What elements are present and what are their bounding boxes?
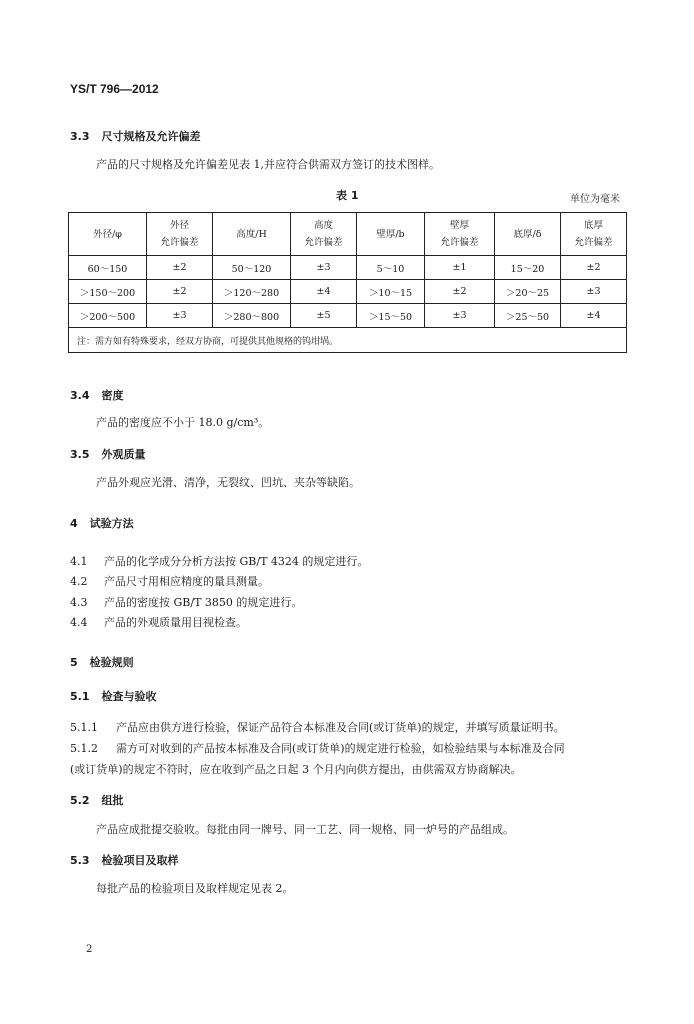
table-cell: ±2	[561, 256, 627, 280]
section-title: 检验项目及取样	[101, 854, 179, 867]
table-cell: ＞10～15	[357, 280, 425, 304]
section-title: 试验方法	[89, 517, 134, 530]
section-3-4-body: 产品的密度应不小于 18.0 g/cm³。	[96, 416, 270, 429]
page-number: 2	[86, 944, 93, 955]
table-cell: ±3	[291, 256, 357, 280]
section-5-2-body: 产品应成批提交验收。每批由同一牌号、同一工艺、同一规格、同一炉号的产品组成。	[96, 823, 514, 836]
table-cell: ±3	[425, 304, 495, 328]
header-wall-thickness-tolerance: 壁厚 允许偏差	[425, 213, 495, 256]
section-title: 密度	[101, 389, 124, 402]
header-height-tolerance: 高度 允许偏差	[291, 213, 357, 256]
table-note: 注：需方如有特殊要求，经双方协商，可提供其他规格的钨坩埚。	[69, 328, 627, 353]
paragraph-5-1-2: 5.1.2 需方可对收到的产品按本标准及合同(或订货单)的规定进行检验，如检验结果与本标准及合同	[70, 742, 565, 755]
section-number: 4	[70, 517, 78, 530]
section-number: 3.5	[70, 448, 90, 461]
section-title: 组批	[101, 794, 124, 807]
header-height: 高度/H	[213, 213, 291, 256]
section-number: 5.3	[70, 854, 90, 867]
table-cell: ±1	[425, 256, 495, 280]
section-3-3-body: 产品的尺寸规格及允许偏差见表 1,并应符合供需双方签订的技术图样。	[96, 158, 440, 171]
section-number: 3.3	[70, 130, 90, 143]
table-cell: ＞200～500	[69, 304, 147, 328]
table-cell: ±2	[425, 280, 495, 304]
table-cell: ±5	[291, 304, 357, 328]
table-cell: ＞150～200	[69, 280, 147, 304]
section-title: 外观质量	[101, 448, 146, 461]
table-cell: ±2	[147, 280, 213, 304]
section-number: 5.2	[70, 794, 90, 807]
table-cell: 5～10	[357, 256, 425, 280]
table-cell: 50～120	[213, 256, 291, 280]
table-cell: ＞20～25	[495, 280, 561, 304]
table-cell: ＞120～280	[213, 280, 291, 304]
header-outer-diameter-tolerance: 外径 允许偏差	[147, 213, 213, 256]
list-item: 4.3 产品的密度按 GB/T 3850 的规定进行。	[70, 596, 303, 609]
section-5-1-heading	[70, 688, 157, 704]
table-cell: ±4	[561, 304, 627, 328]
section-title: 检查与验收	[101, 690, 157, 703]
list-item: 4.4 产品的外观质量用目视检查。	[70, 616, 247, 629]
table-cell: ±2	[147, 256, 213, 280]
table-row	[69, 280, 627, 304]
table-unit: 单位为毫米	[570, 194, 620, 205]
header-wall-thickness: 壁厚/b	[357, 213, 425, 256]
section-3-4-heading	[70, 387, 124, 403]
section-4-heading	[70, 515, 134, 531]
header-outer-diameter: 外径/φ	[69, 213, 147, 256]
list-item: 4.2 产品尺寸用相应精度的量具测量。	[70, 575, 269, 588]
header-bottom-thickness: 底厚/δ	[495, 213, 561, 256]
dimension-table	[68, 212, 627, 353]
table-row	[69, 256, 627, 280]
section-3-5-body: 产品外观应光滑、清净，无裂纹、凹坑、夹杂等缺陷。	[96, 476, 360, 489]
table-cell: ＞280～800	[213, 304, 291, 328]
table-cell: 60～150	[69, 256, 147, 280]
section-number: 5.1	[70, 690, 90, 703]
table-cell: ±3	[561, 280, 627, 304]
table-cell: ±3	[147, 304, 213, 328]
table-cell: ＞25～50	[495, 304, 561, 328]
table-cell: ＞15～50	[357, 304, 425, 328]
header-bottom-thickness-tolerance: 底厚 允许偏差	[561, 213, 627, 256]
paragraph-5-1-2-continued: (或订货单)的规定不符时，应在收到产品之日起 3 个月内向供方提出，由供需双方协商解决。	[70, 763, 522, 776]
section-5-2-heading	[70, 792, 124, 808]
table-cell: ±4	[291, 280, 357, 304]
section-3-5-heading	[70, 446, 146, 462]
section-5-3-body: 每批产品的检验项目及取样规定见表 2。	[96, 882, 294, 895]
table-caption: 表 1	[336, 189, 359, 202]
table-note-row	[69, 328, 627, 353]
standard-code: YS/T 796—2012	[70, 82, 159, 96]
section-title: 检验规则	[89, 656, 134, 669]
table-cell: 15～20	[495, 256, 561, 280]
table-row	[69, 304, 627, 328]
section-3-3-heading	[70, 128, 201, 144]
list-item: 4.1 产品的化学成分分析方法按 GB/T 4324 的规定进行。	[70, 555, 369, 568]
section-number: 5	[70, 656, 78, 669]
section-5-3-heading	[70, 852, 179, 868]
section-title: 尺寸规格及允许偏差	[101, 130, 201, 143]
section-5-heading	[70, 654, 134, 670]
paragraph-5-1-1: 5.1.1 产品应由供方进行检验，保证产品符合本标准及合同(或订货单)的规定，并填写质量证明书。	[70, 721, 565, 734]
table-header-row	[69, 213, 627, 256]
section-number: 3.4	[70, 389, 90, 402]
